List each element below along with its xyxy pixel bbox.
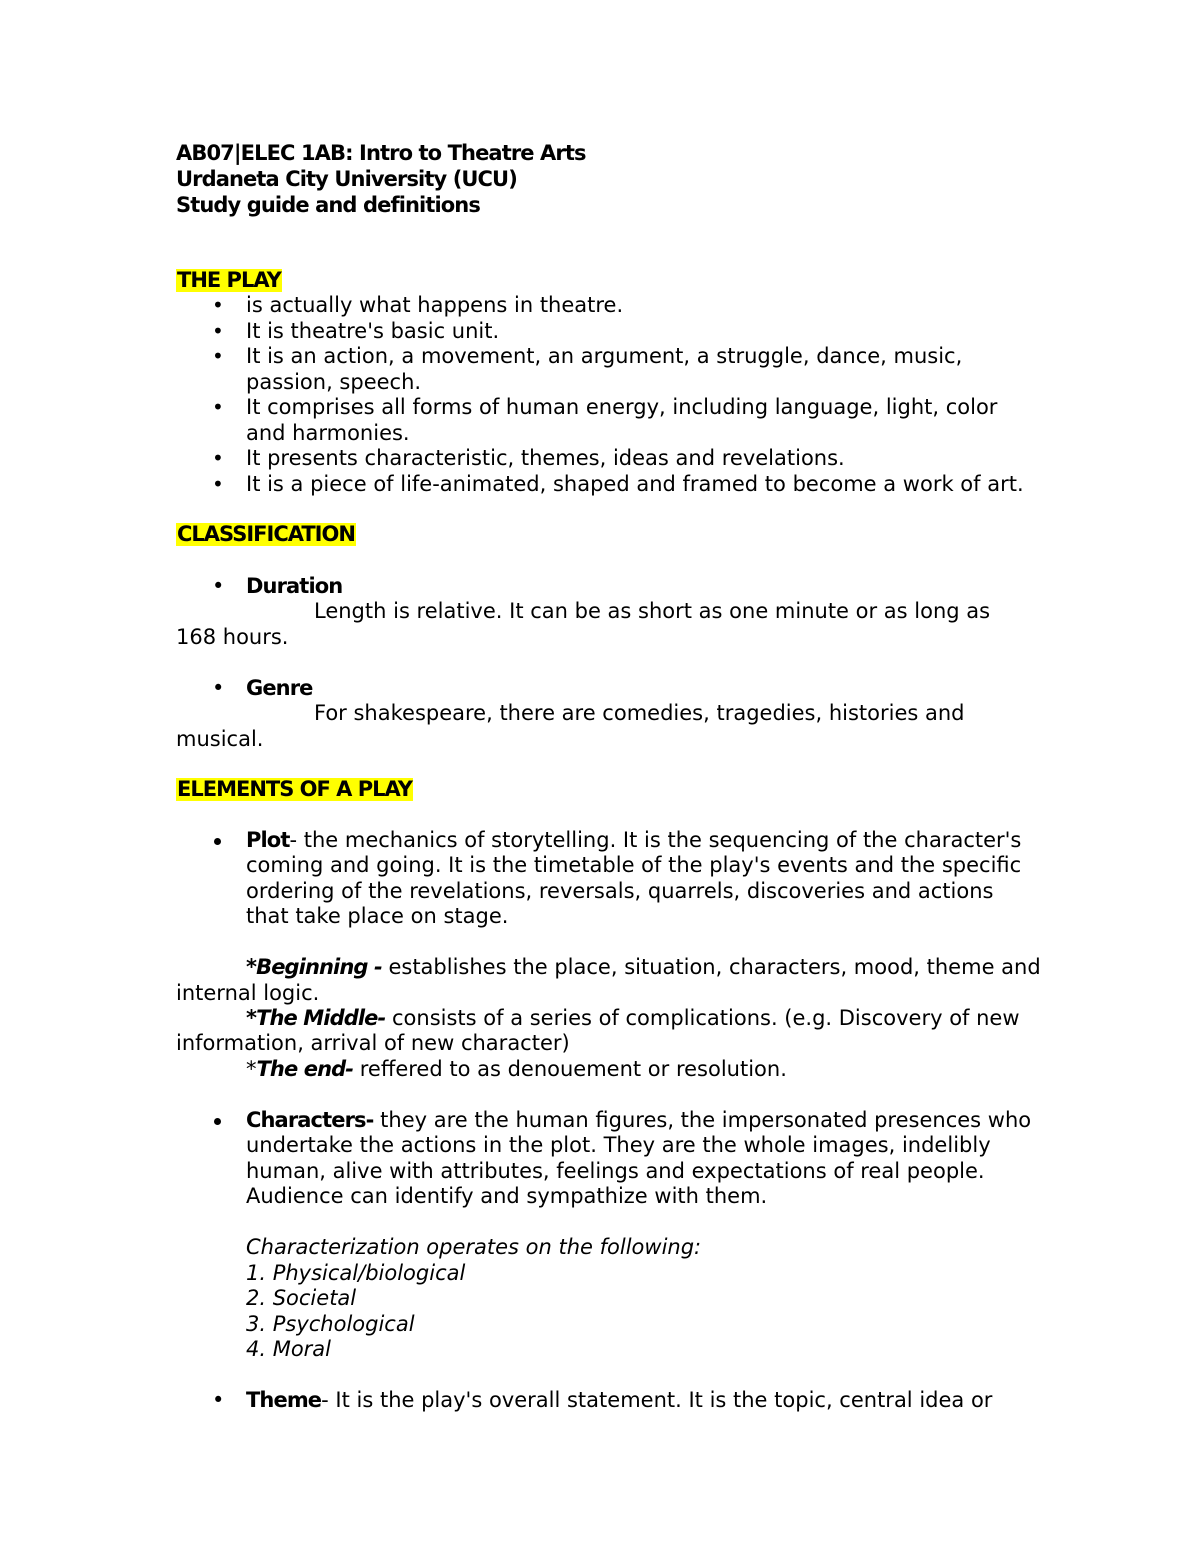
list-item: • It comprises all forms of human energy, including language, light, color and harmonies. <box>212 395 998 445</box>
middle-line: *The Middle- consists of a series of complications. (e.g. Discovery of new <box>246 1006 1020 1030</box>
bullet-icon: • <box>212 446 224 470</box>
middle-label: *The Middle- <box>246 1006 386 1030</box>
bullet-icon <box>214 1118 221 1125</box>
bullet-icon: • <box>212 1388 225 1412</box>
document-subtitle: Study guide and definitions <box>176 193 480 217</box>
bullet-icon: • <box>212 574 225 598</box>
heading-elements: ELEMENTS OF A PLAY <box>177 777 412 801</box>
plot-line-4: that take place on stage. <box>246 904 509 928</box>
beginning-line-cont: internal logic. <box>176 981 320 1005</box>
characterization-item: 3. Psychological <box>246 1312 415 1336</box>
plot-line-2: coming and going. It is the timetable of the play's events and the specific <box>246 853 1022 877</box>
bullet-icon: • <box>212 293 224 317</box>
plot-line-1: Plot- the mechanics of storytelling. It is the sequencing of the character's <box>246 828 1022 852</box>
end-label: The end- <box>256 1057 354 1081</box>
duration-text-cont: 168 hours. <box>176 625 289 649</box>
bullet-icon: • <box>212 395 224 419</box>
university-name: Urdaneta City University (UCU) <box>176 167 517 191</box>
bullet-icon: • <box>212 471 224 496</box>
course-title: AB07|ELEC 1AB: Intro to Theatre Arts <box>176 141 586 165</box>
heading-the-play: THE PLAY <box>177 268 281 292</box>
bullet-icon: • <box>212 344 224 368</box>
list-item: • It is a piece of life-animated, shaped and framed to become a work of art. <box>212 471 1024 496</box>
characters-line-3: human, alive with attributes, feelings and expectations of real people. <box>246 1159 985 1183</box>
characterization-intro: Characterization operates on the following: <box>246 1235 702 1259</box>
characters-line-1: Characters- they are the human figures, the impersonated presences who <box>246 1108 1032 1132</box>
theme-label: Theme <box>246 1388 322 1412</box>
document-header <box>176 140 586 218</box>
the-play-list <box>0 293 1036 497</box>
end-line: *The end- reffered to as denouement or resolution. <box>246 1057 787 1081</box>
bullet-icon <box>214 838 221 845</box>
theme-line: Theme- It is the play's overall statement. It is the topic, central idea or <box>246 1388 993 1412</box>
bullet-icon: • <box>212 676 225 700</box>
characters-line-4: Audience can identify and sympathize with them. <box>246 1184 768 1208</box>
duration-text: Length is relative. It can be as short as one minute or as long as <box>314 599 991 623</box>
plot-line-3: ordering of the revelations, reversals, quarrels, discoveries and actions <box>246 879 994 903</box>
heading-classification: CLASSIFICATION <box>177 522 355 546</box>
genre-text: For shakespeare, there are comedies, tragedies, histories and <box>314 701 965 725</box>
genre-label: Genre <box>246 676 313 700</box>
duration-label: Duration <box>246 574 343 598</box>
list-item: • It is an action, a movement, an argument, a struggle, dance, music, passion, speech. <box>212 344 963 394</box>
beginning-label: *Beginning - <box>246 955 382 979</box>
middle-line-cont: information, arrival of new character) <box>176 1031 570 1055</box>
characterization-item: 1. Physical/biological <box>246 1261 466 1285</box>
list-item: • It is theatre's basic unit. <box>212 318 500 343</box>
beginning-line: *Beginning - establishes the place, situation, characters, mood, theme and <box>246 955 1041 979</box>
characters-line-2: undertake the actions in the plot. They are the whole images, indelibly <box>246 1133 991 1157</box>
genre-text-cont: musical. <box>176 727 264 751</box>
list-item: • is actually what happens in theatre. <box>212 293 624 317</box>
characterization-item: 4. Moral <box>246 1337 332 1361</box>
bullet-icon: • <box>212 318 224 343</box>
characters-label: Characters- <box>246 1108 374 1132</box>
characterization-item: 2. Societal <box>246 1286 357 1310</box>
list-item: • It presents characteristic, themes, ideas and revelations. <box>212 446 845 470</box>
plot-label: Plot <box>246 828 290 852</box>
